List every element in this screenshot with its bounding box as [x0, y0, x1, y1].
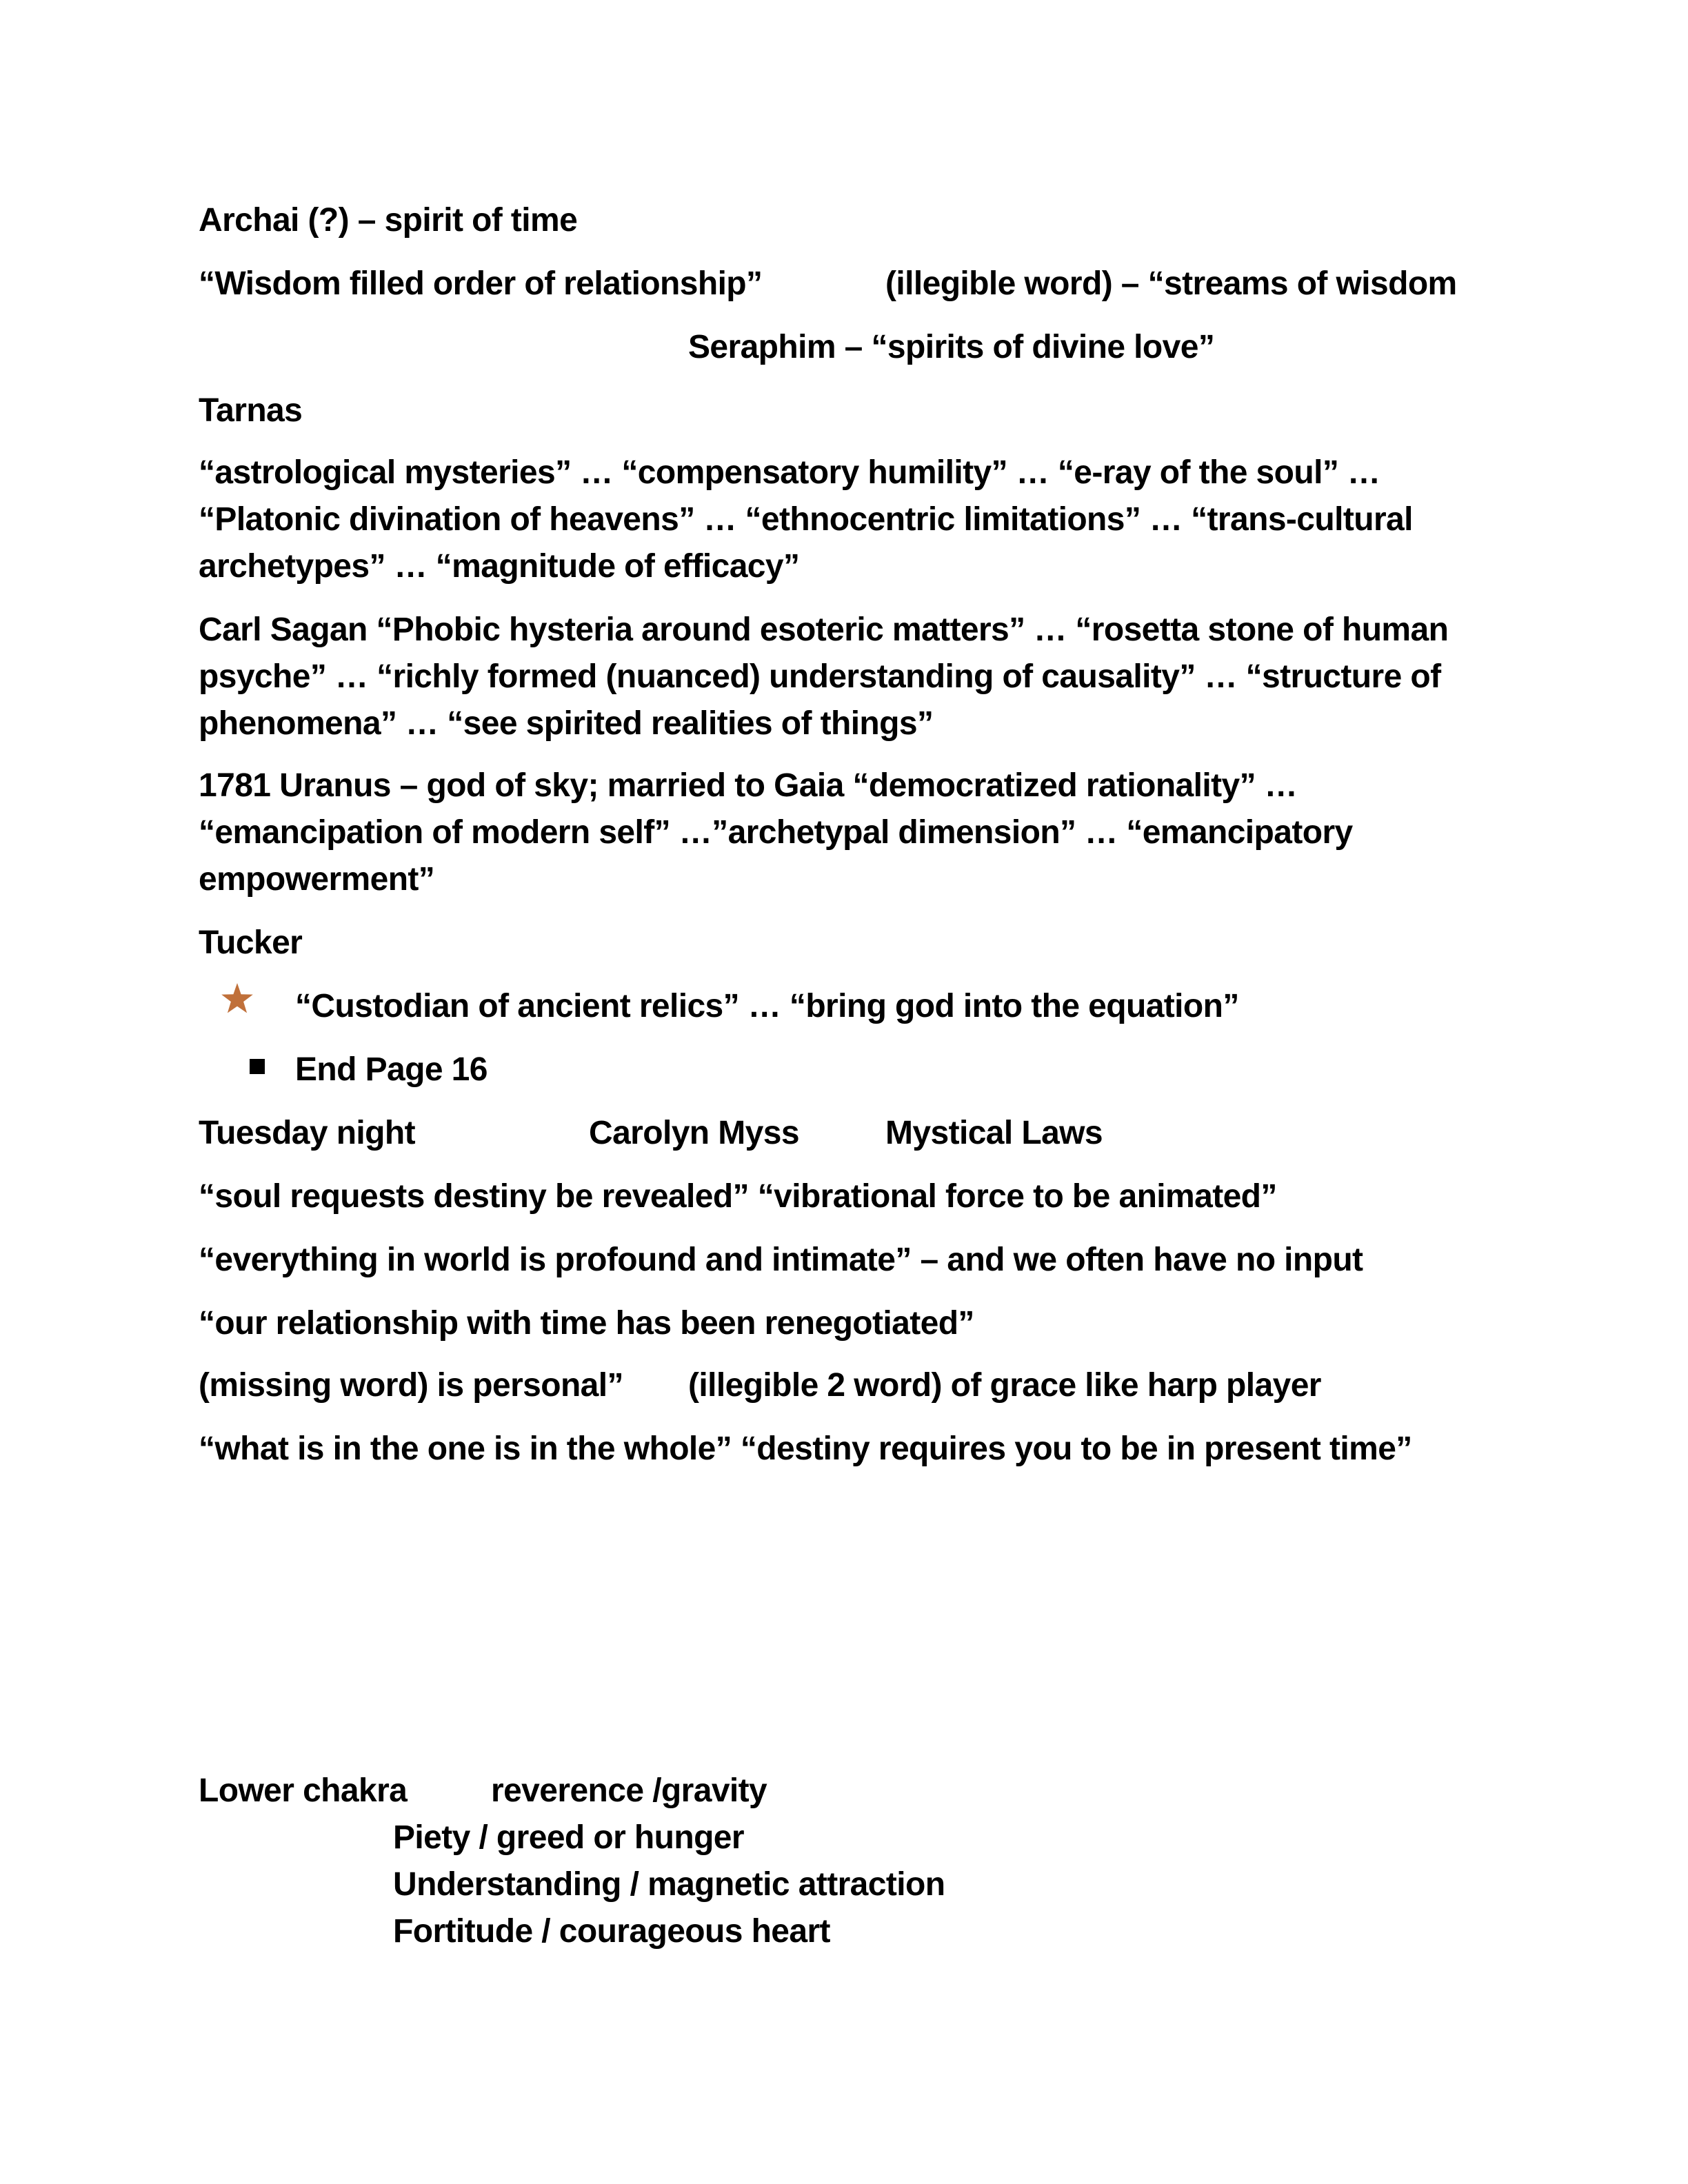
tarnas-quotes-line-1: “astrological mysteries” … “compensatory humility” … “e-ray of the soul” … [199, 454, 1380, 491]
carolyn-myss-label: Carolyn Myss [589, 1115, 799, 1151]
soul-requests-line: “soul requests destiny be revealed” “vibrational force to be animated” [199, 1178, 1277, 1215]
tarnas-quotes-line-3: archetypes” … “magnitude of efficacy” [199, 548, 800, 585]
piety-line: Piety / greed or hunger [393, 1819, 744, 1856]
wisdom-quote: “Wisdom filled order of relationship” [199, 265, 763, 302]
square-bullet-icon [250, 1059, 265, 1074]
everything-line: “everything in world is profound and intimate” – and we often have no input [199, 1242, 1363, 1278]
reverence-gravity: reverence /gravity [491, 1772, 767, 1809]
streams-quote: (illegible word) – “streams of wisdom [885, 265, 1457, 302]
sagan-line-2: psyche” … “richly formed (nuanced) understanding of causality” … “structure of [199, 658, 1441, 695]
lower-chakra-label: Lower chakra [199, 1772, 408, 1809]
mystical-laws-label: Mystical Laws [885, 1115, 1103, 1151]
illegible-harp-line: (illegible 2 word) of grace like harp player [688, 1367, 1321, 1404]
star-shape [221, 983, 253, 1013]
understanding-line: Understanding / magnetic attraction [393, 1866, 945, 1903]
custodian-bullet-text: “Custodian of ancient relics” … “bring god into the equation” [295, 988, 1239, 1024]
archai-heading: Archai (?) – spirit of time [199, 202, 578, 239]
seraphim-line: Seraphim – “spirits of divine love” [688, 329, 1215, 365]
tarnas-heading: Tarnas [199, 392, 303, 429]
tarnas-quotes-line-2: “Platonic divination of heavens” … “ethnocentric limitations” … “trans-cultural [199, 501, 1413, 538]
fortitude-line: Fortitude / courageous heart [393, 1913, 830, 1950]
relationship-time-line: “our relationship with time has been renegotiated” [199, 1305, 974, 1342]
one-whole-line: “what is in the one is in the whole” “destiny requires you to be in present time” [199, 1430, 1412, 1467]
star-bullet-icon [221, 982, 254, 1015]
tuesday-night-label: Tuesday night [199, 1115, 415, 1151]
end-page-bullet-text: End Page 16 [295, 1051, 488, 1088]
missing-word-line: (missing word) is personal” [199, 1367, 623, 1404]
uranus-line-1: 1781 Uranus – god of sky; married to Gaia “democratized rationality” … [199, 767, 1298, 804]
uranus-line-2: “emancipation of modern self” …”archetypal dimension” … “emancipatory [199, 814, 1353, 851]
sagan-line-3: phenomena” … “see spirited realities of things” [199, 705, 934, 742]
sagan-line-1: Carl Sagan “Phobic hysteria around esoteric matters” … “rosetta stone of human [199, 611, 1449, 648]
tucker-heading: Tucker [199, 924, 303, 961]
uranus-line-3: empowerment” [199, 861, 435, 898]
